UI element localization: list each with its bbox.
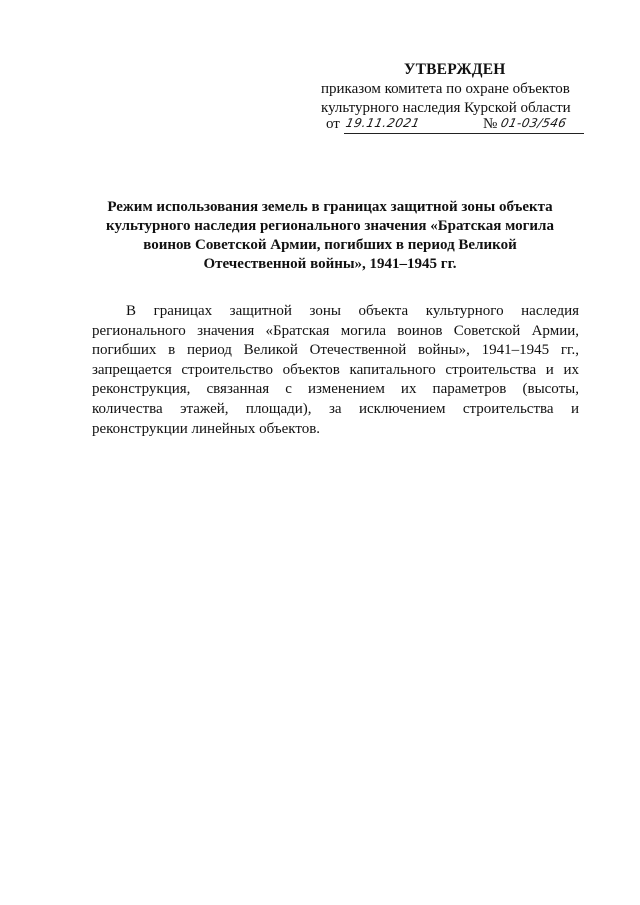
handwritten-number: 01-03/546 (499, 116, 568, 130)
date-label: от (326, 116, 340, 132)
number-underline (498, 133, 584, 134)
number-label: № (483, 116, 498, 132)
approval-line-2: культурного наследия Курской области (321, 100, 571, 116)
date-underline (344, 133, 502, 134)
approval-title: УТВЕРЖДЕН (404, 61, 506, 78)
document-heading: Режим использования земель в границах защитной зоны объекта культурного наследия регионального значения «Братская могила воинов Советской Армии, погибших в период Великой Отечественной войны», 1941–1945 гг. (106, 199, 554, 272)
handwritten-date: 19.11.2021 (344, 116, 422, 130)
body-paragraph: В границах защитной зоны объекта культурного наследия регионального значения «Братская могила воинов Советской Армии, погибших в период Великой Отечественной войны», 1941–1945 гг., запрещается строительство объектов капитального строительства и их реконструкция, связанная с изменением их параметров (высоты, количества этажей, площади), за исключением строительства и реконструкции линейных объектов. (92, 303, 579, 437)
approval-line-1: приказом комитета по охране объектов (321, 81, 570, 97)
approval-date-row (326, 116, 596, 136)
